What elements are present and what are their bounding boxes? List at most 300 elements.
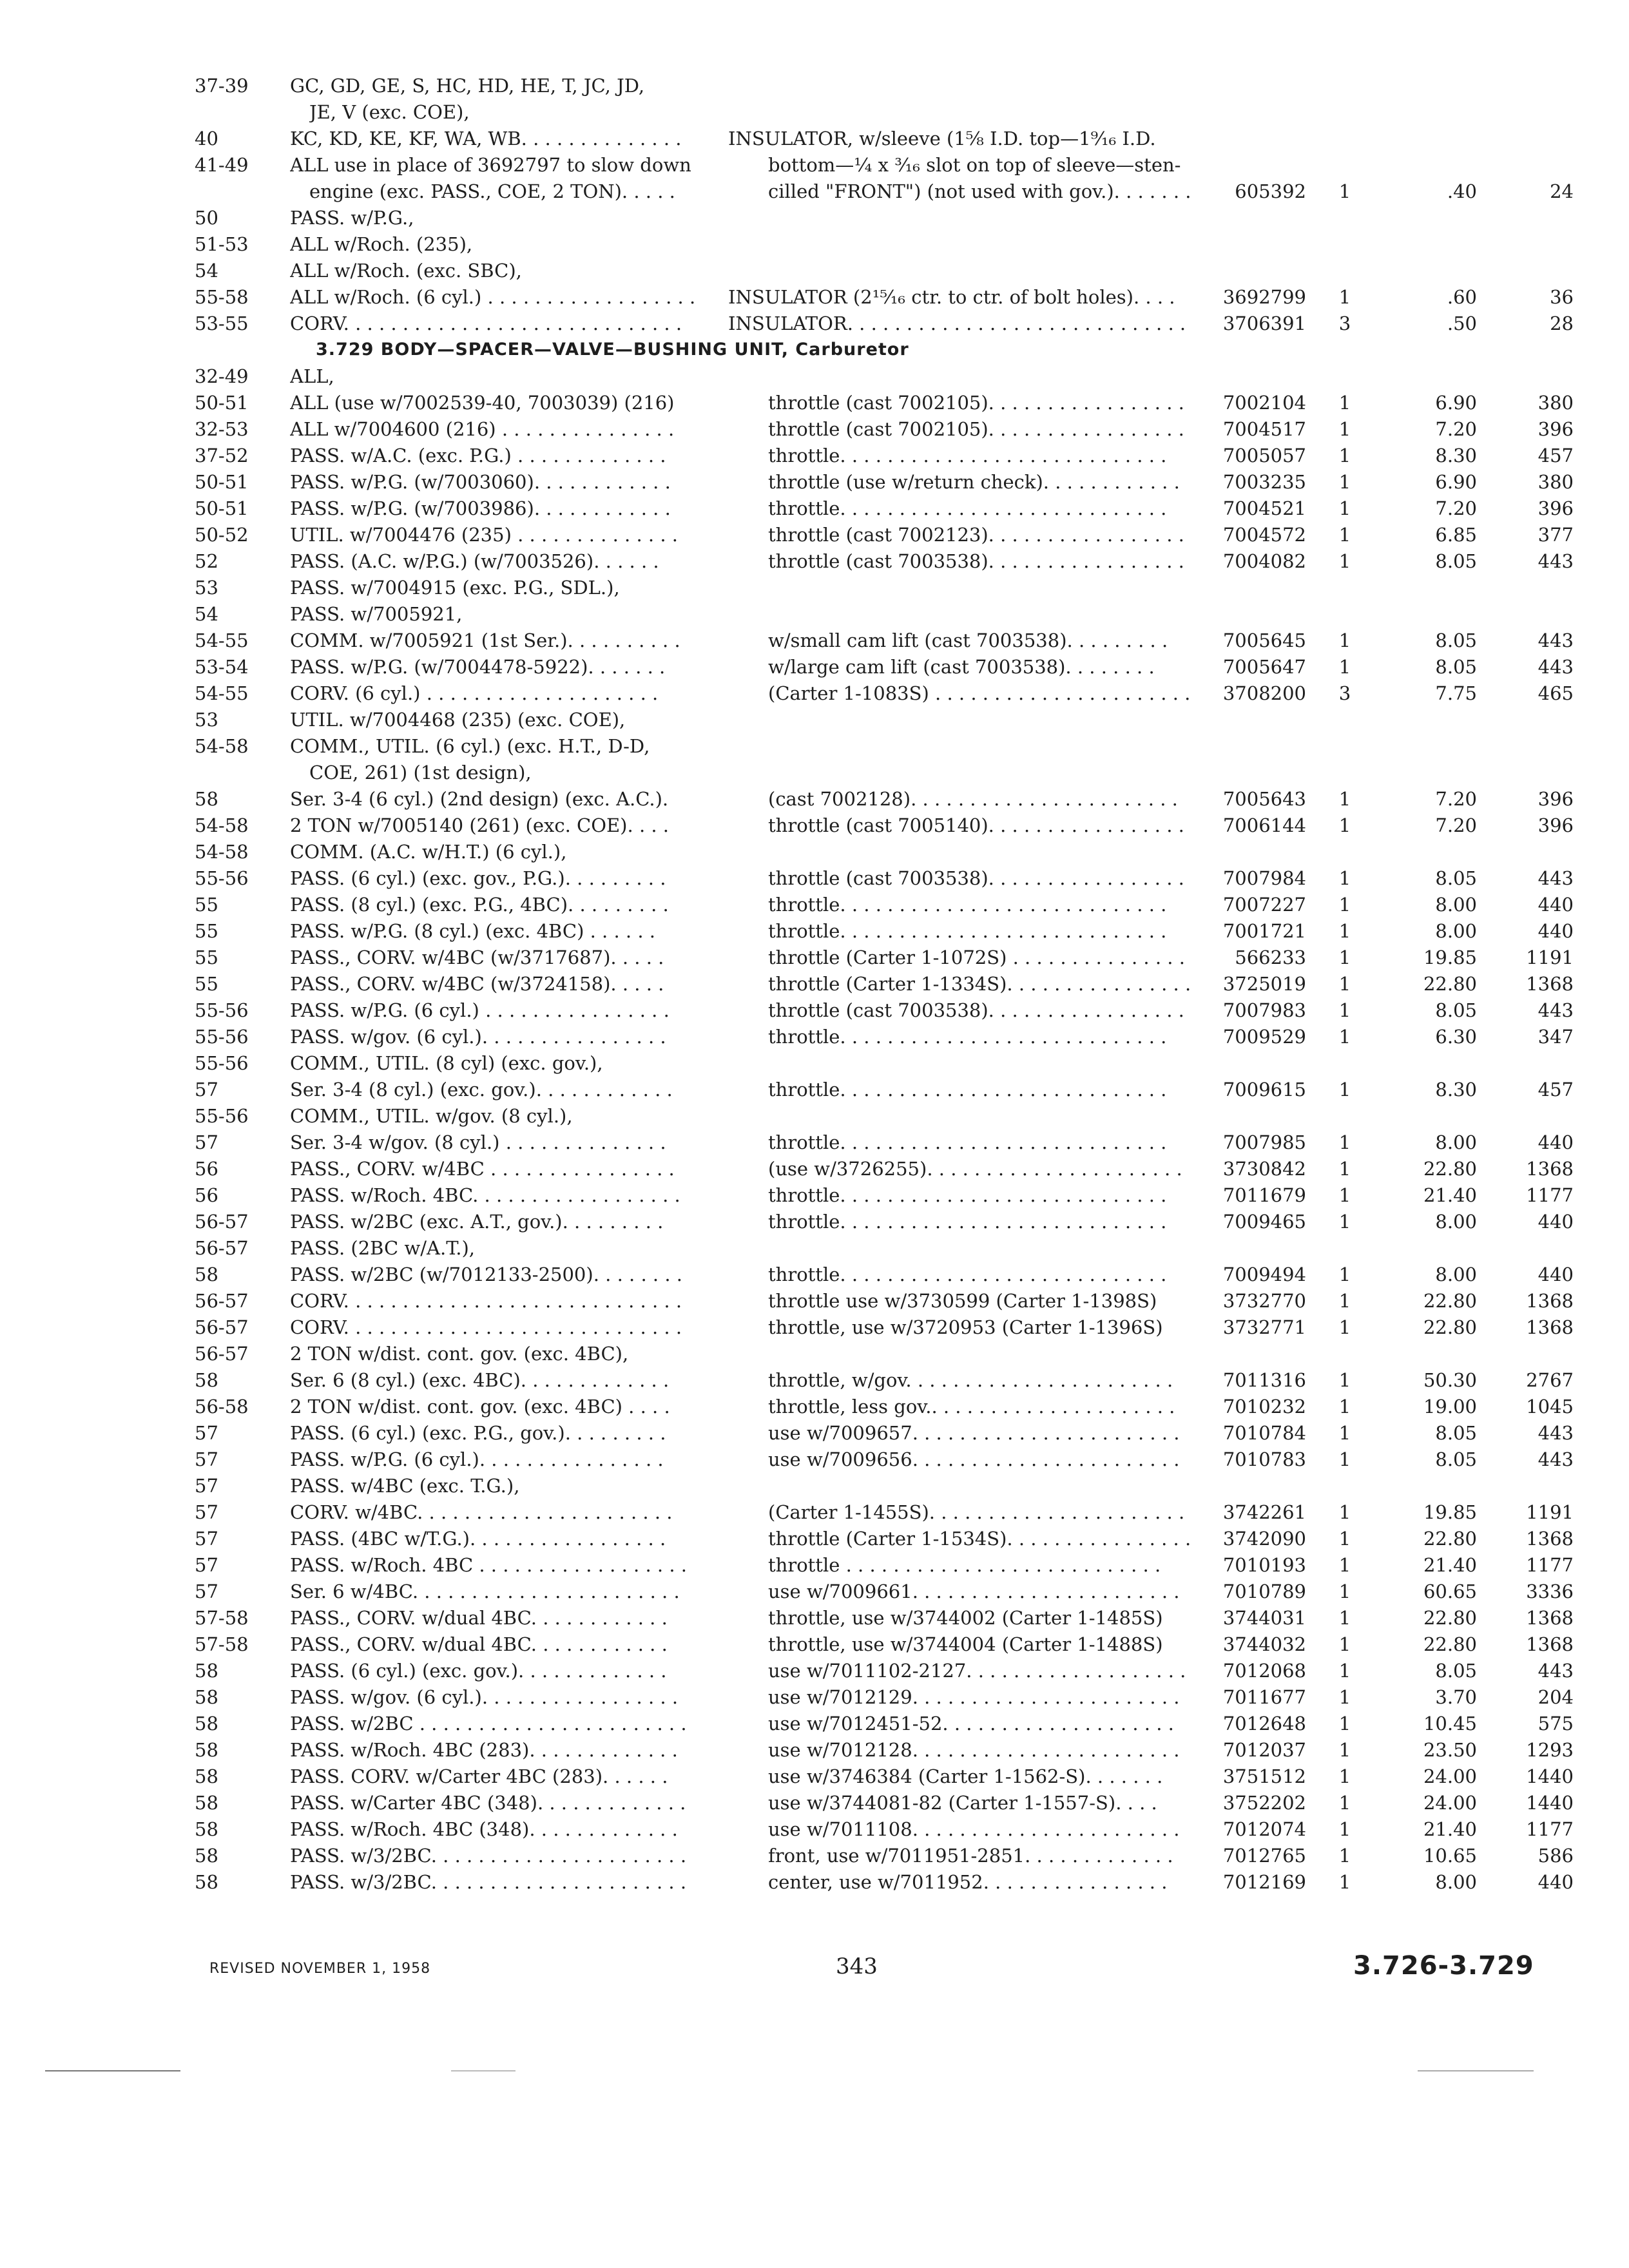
part-number: 7004572 — [1222, 524, 1306, 546]
list-price: .50 — [1447, 312, 1477, 334]
weight-code: 1368 — [1526, 1158, 1574, 1180]
weight-code: 1177 — [1526, 1818, 1574, 1840]
part-number: 7007985 — [1222, 1131, 1306, 1153]
table-row — [195, 178, 1586, 205]
year-range: 50-51 — [195, 497, 249, 519]
model-application: Ser. 3-4 (8 cyl.) (exc. gov.). . . . . . . . . . . . — [290, 1079, 673, 1100]
part-number: 7011677 — [1222, 1686, 1306, 1708]
year-range: 55-58 — [195, 286, 249, 308]
model-application: CORV. . . . . . . . . . . . . . . . . . . . . . . . . . . . . — [290, 312, 682, 334]
scan-artifact-mark — [1418, 2070, 1534, 2071]
table-row — [195, 1393, 1586, 1420]
quantity: 1 — [1338, 1422, 1351, 1444]
model-application: PASS. (4BC w/T.G.). . . . . . . . . . . . . . . . . — [290, 1528, 666, 1550]
weight-code: 347 — [1537, 1026, 1574, 1048]
weight-code: 443 — [1537, 999, 1574, 1021]
list-price: 6.90 — [1435, 392, 1477, 414]
table-row — [195, 785, 1586, 812]
model-application: PASS. w/P.G. (w/7004478-5922). . . . . . . — [290, 656, 666, 678]
part-description: use w/3744081-82 (Carter 1-1557-S). . . . — [768, 1792, 1157, 1814]
weight-code: 586 — [1537, 1845, 1574, 1867]
year-range: 57-58 — [195, 1633, 249, 1655]
model-application: PASS. (6 cyl.) (exc. gov.). . . . . . . . . . . . . — [290, 1660, 667, 1682]
model-application: PASS. (A.C. w/P.G.) (w/7003526). . . . . . — [290, 550, 659, 572]
list-price: 8.05 — [1435, 999, 1477, 1021]
model-application: PASS. (6 cyl.) (exc. gov., P.G.). . . . . . . . . — [290, 867, 666, 889]
model-application: COE, 261) (1st design), — [309, 762, 532, 783]
weight-code: 396 — [1537, 788, 1574, 810]
part-description: INSULATOR, w/sleeve (1⅝ I.D. top—1⁹⁄₁₆ I.D. — [728, 128, 1156, 149]
part-description: throttle (use w/return check). . . . . . . . . . . . — [768, 471, 1180, 493]
part-description: throttle . . . . . . . . . . . . . . . . . . . . . . . . . . . — [768, 1554, 1161, 1576]
table-row — [195, 574, 1586, 601]
list-price: 6.30 — [1435, 1026, 1477, 1048]
year-range: 58 — [195, 1818, 218, 1840]
part-description: w/small cam lift (cast 7003538). . . . . . . . . — [768, 629, 1168, 651]
year-range: 56-57 — [195, 1211, 249, 1233]
part-number: 7004517 — [1222, 418, 1306, 440]
model-application: COMM., UTIL. (8 cyl) (exc. gov.), — [290, 1052, 603, 1074]
year-range: 56-58 — [195, 1396, 249, 1418]
model-application: PASS. (6 cyl.) (exc. P.G., gov.). . . . . . . . . — [290, 1422, 666, 1444]
part-number: 3708200 — [1222, 682, 1306, 704]
part-number: 3751512 — [1222, 1765, 1306, 1787]
model-application: ALL w/Roch. (235), — [290, 233, 473, 255]
year-range: 37-39 — [195, 75, 249, 97]
quantity: 1 — [1338, 1554, 1351, 1576]
list-price: 8.05 — [1435, 656, 1477, 678]
weight-code: 1177 — [1526, 1184, 1574, 1206]
list-price: 10.65 — [1423, 1845, 1477, 1867]
year-range: 53-55 — [195, 312, 249, 334]
model-application: UTIL. w/7004476 (235) . . . . . . . . . . . . . . — [290, 524, 678, 546]
part-description: (Carter 1-1083S) . . . . . . . . . . . . . . . . . . . . . . — [768, 682, 1191, 704]
part-description: throttle. . . . . . . . . . . . . . . . . . . . . . . . . . . . — [768, 497, 1167, 519]
part-description: INSULATOR. . . . . . . . . . . . . . . . . . . . . . . . . . . . . — [728, 312, 1186, 334]
table-row — [195, 812, 1586, 839]
weight-code: 28 — [1550, 312, 1574, 334]
quantity: 1 — [1338, 1871, 1351, 1893]
table-row — [195, 1235, 1586, 1262]
part-description: throttle, use w/3744004 (Carter 1-1488S) — [768, 1633, 1163, 1655]
model-application: COMM. w/7005921 (1st Ser.). . . . . . . . . . — [290, 629, 680, 651]
part-number: 7003235 — [1222, 471, 1306, 493]
table-row — [195, 680, 1586, 707]
weight-code: 1368 — [1526, 1633, 1574, 1655]
weight-code: 440 — [1537, 894, 1574, 916]
quantity: 1 — [1338, 418, 1351, 440]
part-description: throttle, use w/3720953 (Carter 1-1396S) — [768, 1316, 1163, 1338]
table-row — [195, 1419, 1586, 1446]
list-price: .60 — [1447, 286, 1477, 308]
list-price: 8.00 — [1435, 1131, 1477, 1153]
part-description: (use w/3726255). . . . . . . . . . . . . . . . . . . . . . — [768, 1158, 1182, 1180]
model-application: engine (exc. PASS., COE, 2 TON). . . . . — [309, 180, 675, 202]
quantity: 1 — [1338, 999, 1351, 1021]
weight-code: 457 — [1537, 1079, 1574, 1100]
list-price: 19.85 — [1423, 1501, 1477, 1523]
model-application: PASS. (2BC w/A.T.), — [290, 1237, 476, 1259]
model-application: PASS. w/2BC (w/7012133-2500). . . . . . . . — [290, 1264, 682, 1285]
part-number: 3742261 — [1222, 1501, 1306, 1523]
part-description: throttle. . . . . . . . . . . . . . . . . . . . . . . . . . . . — [768, 1131, 1167, 1153]
model-application: ALL w/7004600 (216) . . . . . . . . . . . . . . . — [290, 418, 675, 440]
weight-code: 443 — [1537, 867, 1574, 889]
list-price: 8.00 — [1435, 1264, 1477, 1285]
quantity: 1 — [1338, 1131, 1351, 1153]
table-row — [195, 99, 1586, 126]
model-application: Ser. 3-4 w/gov. (8 cyl.) . . . . . . . . . . . . . . — [290, 1131, 666, 1153]
list-price: 22.80 — [1423, 1607, 1477, 1629]
quantity: 1 — [1338, 1026, 1351, 1048]
quantity: 1 — [1338, 1686, 1351, 1708]
year-range: 57 — [195, 1581, 218, 1602]
weight-code: 396 — [1537, 497, 1574, 519]
list-price: 8.00 — [1435, 1871, 1477, 1893]
year-range: 53 — [195, 709, 218, 731]
model-application: PASS. CORV. w/Carter 4BC (283). . . . . . — [290, 1765, 668, 1787]
part-number: 7005647 — [1222, 656, 1306, 678]
quantity: 1 — [1338, 1211, 1351, 1233]
part-number: 7010232 — [1222, 1396, 1306, 1418]
weight-code: 1368 — [1526, 1528, 1574, 1550]
part-description: throttle (Carter 1-1534S). . . . . . . . . . . . . . . . — [768, 1528, 1191, 1550]
weight-code: 1440 — [1526, 1765, 1574, 1787]
quantity: 1 — [1338, 814, 1351, 836]
list-price: 8.05 — [1435, 1660, 1477, 1682]
part-description: throttle, w/gov. . . . . . . . . . . . . . . . . . . . . . . — [768, 1369, 1173, 1391]
weight-code: 1191 — [1526, 947, 1574, 968]
part-number: 7006144 — [1222, 814, 1306, 836]
part-description: throttle. . . . . . . . . . . . . . . . . . . . . . . . . . . . — [768, 1264, 1167, 1285]
part-description: (cast 7002128). . . . . . . . . . . . . . . . . . . . . . . — [768, 788, 1178, 810]
quantity: 1 — [1338, 1528, 1351, 1550]
year-range: 57 — [195, 1554, 218, 1576]
year-range: 55 — [195, 920, 218, 942]
section-heading-row — [195, 336, 1586, 363]
weight-code: 204 — [1537, 1686, 1574, 1708]
table-row — [195, 838, 1586, 865]
part-description: throttle. . . . . . . . . . . . . . . . . . . . . . . . . . . . — [768, 894, 1167, 916]
part-description: throttle. . . . . . . . . . . . . . . . . . . . . . . . . . . . — [768, 445, 1167, 466]
part-number: 7009465 — [1222, 1211, 1306, 1233]
year-range: 53 — [195, 577, 218, 599]
part-description: use w/7011108. . . . . . . . . . . . . . . . . . . . . . . — [768, 1818, 1180, 1840]
table-row — [195, 1050, 1586, 1077]
quantity: 1 — [1338, 1739, 1351, 1761]
year-range: 56-57 — [195, 1237, 249, 1259]
part-number: 7010193 — [1222, 1554, 1306, 1576]
table-row — [195, 1340, 1586, 1367]
part-description: throttle (cast 7005140). . . . . . . . . . . . . . . . . — [768, 814, 1184, 836]
quantity: 1 — [1338, 629, 1351, 651]
list-price: 8.05 — [1435, 867, 1477, 889]
quantity: 1 — [1338, 973, 1351, 995]
table-row — [195, 1261, 1586, 1288]
part-description: use w/7012451-52. . . . . . . . . . . . . . . . . . . . — [768, 1713, 1174, 1735]
model-application: PASS. w/P.G. (6 cyl.). . . . . . . . . . . . . . . . — [290, 1448, 664, 1470]
list-price: 21.40 — [1423, 1184, 1477, 1206]
table-row — [195, 495, 1586, 522]
model-application: PASS. w/gov. (6 cyl.). . . . . . . . . . . . . . . . — [290, 1026, 666, 1048]
part-description: cilled "FRONT") (not used with gov.). . . . . . . — [768, 180, 1191, 202]
model-application: PASS. w/Roch. 4BC (348). . . . . . . . . . . . . — [290, 1818, 678, 1840]
year-range: 54 — [195, 603, 218, 625]
table-row — [195, 865, 1586, 892]
quantity: 1 — [1338, 1660, 1351, 1682]
list-price: 22.80 — [1423, 1528, 1477, 1550]
year-range: 58 — [195, 1713, 218, 1735]
weight-code: 36 — [1550, 286, 1574, 308]
weight-code: 575 — [1537, 1713, 1574, 1735]
year-range: 58 — [195, 1765, 218, 1787]
table-row — [195, 442, 1586, 469]
year-range: 55-56 — [195, 867, 249, 889]
quantity: 1 — [1338, 524, 1351, 546]
year-range: 56 — [195, 1184, 218, 1206]
year-range: 56-57 — [195, 1343, 249, 1365]
weight-code: 440 — [1537, 1211, 1574, 1233]
table-row — [195, 997, 1586, 1024]
part-number: 3744031 — [1222, 1607, 1306, 1629]
quantity: 1 — [1338, 1633, 1351, 1655]
part-number: 7007227 — [1222, 894, 1306, 916]
model-application: PASS. w/7004915 (exc. P.G., SDL.), — [290, 577, 620, 599]
table-row — [195, 151, 1586, 178]
table-row — [195, 310, 1586, 337]
year-range: 57 — [195, 1131, 218, 1153]
part-description: use w/7012128. . . . . . . . . . . . . . . . . . . . . . . — [768, 1739, 1180, 1761]
table-row — [195, 548, 1586, 575]
year-range: 57 — [195, 1528, 218, 1550]
list-price: 8.05 — [1435, 629, 1477, 651]
table-row — [195, 1552, 1586, 1579]
weight-code: 1177 — [1526, 1554, 1574, 1576]
year-range: 56 — [195, 1158, 218, 1180]
table-row — [195, 759, 1586, 786]
model-application: 2 TON w/dist. cont. gov. (exc. 4BC), — [290, 1343, 629, 1365]
weight-code: 443 — [1537, 1448, 1574, 1470]
part-number: 7001721 — [1222, 920, 1306, 942]
model-application: PASS. w/gov. (6 cyl.). . . . . . . . . . . . . . . . . — [290, 1686, 679, 1708]
weight-code: 380 — [1537, 392, 1574, 414]
list-price: 7.20 — [1435, 418, 1477, 440]
quantity: 1 — [1338, 867, 1351, 889]
year-range: 55-56 — [195, 999, 249, 1021]
list-price: 6.90 — [1435, 471, 1477, 493]
model-application: PASS. w/Roch. 4BC (283). . . . . . . . . . . . . — [290, 1739, 678, 1761]
part-description: throttle, less gov.. . . . . . . . . . . . . . . . . . . . . — [768, 1396, 1175, 1418]
model-application: ALL w/Roch. (exc. SBC), — [290, 260, 522, 282]
model-application: ALL, — [290, 365, 334, 387]
table-row — [195, 1631, 1586, 1658]
part-description: front, use w/7011951-2851. . . . . . . . . . . . . — [768, 1845, 1173, 1867]
model-application: GC, GD, GE, S, HC, HD, HE, T, JC, JD, — [290, 75, 645, 97]
part-number: 7012169 — [1222, 1871, 1306, 1893]
quantity: 1 — [1338, 1396, 1351, 1418]
model-application: PASS. w/2BC . . . . . . . . . . . . . . . . . . . . . . . — [290, 1713, 687, 1735]
weight-code: 443 — [1537, 550, 1574, 572]
model-application: CORV. (6 cyl.) . . . . . . . . . . . . . . . . . . . . — [290, 682, 659, 704]
table-row — [195, 1023, 1586, 1050]
year-range: 54-58 — [195, 841, 249, 863]
part-description: throttle (cast 7003538). . . . . . . . . . . . . . . . . — [768, 867, 1184, 889]
part-number: 7012068 — [1222, 1660, 1306, 1682]
weight-code: 396 — [1537, 814, 1574, 836]
part-number: 3732770 — [1222, 1290, 1306, 1312]
table-row — [195, 1076, 1586, 1103]
table-row — [195, 733, 1586, 760]
table-row — [195, 125, 1586, 152]
table-row — [195, 1155, 1586, 1182]
part-number: 7002104 — [1222, 392, 1306, 414]
model-application: PASS., CORV. w/4BC . . . . . . . . . . . . . . . . — [290, 1158, 675, 1180]
weight-code: 440 — [1537, 1264, 1574, 1285]
table-row — [195, 1499, 1586, 1526]
quantity: 1 — [1338, 1369, 1351, 1391]
table-row — [195, 1287, 1586, 1314]
scan-artifact-mark — [451, 2070, 516, 2071]
part-description: INSULATOR (2¹⁵⁄₁₆ ctr. to ctr. of bolt holes). . . . — [728, 286, 1175, 308]
list-price: 60.65 — [1423, 1581, 1477, 1602]
weight-code: 1368 — [1526, 1316, 1574, 1338]
quantity: 1 — [1338, 1184, 1351, 1206]
year-range: 57 — [195, 1501, 218, 1523]
model-application: COMM., UTIL. w/gov. (8 cyl.), — [290, 1105, 573, 1127]
year-range: 58 — [195, 1686, 218, 1708]
year-range: 58 — [195, 1660, 218, 1682]
weight-code: 1368 — [1526, 1290, 1574, 1312]
year-range: 50 — [195, 207, 218, 229]
year-range: 52 — [195, 550, 218, 572]
list-price: 22.80 — [1423, 1316, 1477, 1338]
table-row — [195, 1446, 1586, 1473]
table-row — [195, 389, 1586, 416]
quantity: 3 — [1338, 312, 1351, 334]
list-price: 6.85 — [1435, 524, 1477, 546]
part-number: 7012648 — [1222, 1713, 1306, 1735]
weight-code: 443 — [1537, 1422, 1574, 1444]
table-row — [195, 1102, 1586, 1129]
weight-code: 380 — [1537, 471, 1574, 493]
weight-code: 1191 — [1526, 1501, 1574, 1523]
year-range: 58 — [195, 1792, 218, 1814]
table-row — [195, 918, 1586, 945]
part-number: 7005645 — [1222, 629, 1306, 651]
part-description: throttle use w/3730599 (Carter 1-1398S) — [768, 1290, 1157, 1312]
model-application: ALL use in place of 3692797 to slow down — [290, 154, 691, 176]
model-application: PASS. w/P.G. (w/7003986). . . . . . . . . . . . — [290, 497, 671, 519]
year-range: 57 — [195, 1079, 218, 1100]
part-number: 7009529 — [1222, 1026, 1306, 1048]
table-row — [195, 1314, 1586, 1341]
year-range: 50-51 — [195, 392, 249, 414]
model-application: CORV. . . . . . . . . . . . . . . . . . . . . . . . . . . . . — [290, 1290, 682, 1312]
list-price: 10.45 — [1423, 1713, 1477, 1735]
part-number: 3706391 — [1222, 312, 1306, 334]
table-row — [195, 72, 1586, 99]
table-row — [195, 1578, 1586, 1605]
list-price: 50.30 — [1423, 1369, 1477, 1391]
model-application: 2 TON w/dist. cont. gov. (exc. 4BC) . . . . — [290, 1396, 670, 1418]
quantity: 1 — [1338, 497, 1351, 519]
list-price: 21.40 — [1423, 1554, 1477, 1576]
year-range: 37-52 — [195, 445, 249, 466]
quantity: 1 — [1338, 894, 1351, 916]
quantity: 1 — [1338, 1713, 1351, 1735]
weight-code: 440 — [1537, 920, 1574, 942]
model-application: PASS. w/2BC (exc. A.T., gov.). . . . . . . . . — [290, 1211, 664, 1233]
part-number: 605392 — [1235, 180, 1306, 202]
part-number: 7012074 — [1222, 1818, 1306, 1840]
list-price: 8.00 — [1435, 1211, 1477, 1233]
weight-code: 443 — [1537, 629, 1574, 651]
quantity: 1 — [1338, 1765, 1351, 1787]
quantity: 1 — [1338, 1845, 1351, 1867]
part-description: use w/7012129. . . . . . . . . . . . . . . . . . . . . . . — [768, 1686, 1180, 1708]
quantity: 1 — [1338, 286, 1351, 308]
model-application: PASS. w/4BC (exc. T.G.), — [290, 1475, 520, 1497]
table-row — [195, 1182, 1586, 1209]
model-application: PASS. w/3/2BC. . . . . . . . . . . . . . . . . . . . . . — [290, 1871, 687, 1893]
list-price: 8.30 — [1435, 445, 1477, 466]
table-row — [195, 891, 1586, 918]
table-row — [195, 653, 1586, 680]
table-row — [195, 231, 1586, 258]
list-price: 24.00 — [1423, 1792, 1477, 1814]
list-price: 22.80 — [1423, 1633, 1477, 1655]
year-range: 40 — [195, 128, 218, 149]
year-range: 58 — [195, 1369, 218, 1391]
weight-code: 1293 — [1526, 1739, 1574, 1761]
part-description: throttle. . . . . . . . . . . . . . . . . . . . . . . . . . . . — [768, 1184, 1167, 1206]
part-number: 7010789 — [1222, 1581, 1306, 1602]
part-number: 7004082 — [1222, 550, 1306, 572]
part-number: 7010784 — [1222, 1422, 1306, 1444]
year-range: 55 — [195, 894, 218, 916]
part-number: 3692799 — [1222, 286, 1306, 308]
year-range: 58 — [195, 788, 218, 810]
revision-date: REVISED NOVEMBER 1, 1958 — [209, 1961, 431, 1977]
part-number: 7009615 — [1222, 1079, 1306, 1100]
quantity: 1 — [1338, 920, 1351, 942]
part-description: throttle. . . . . . . . . . . . . . . . . . . . . . . . . . . . — [768, 1026, 1167, 1048]
weight-code: 1045 — [1526, 1396, 1574, 1418]
year-range: 54-55 — [195, 629, 249, 651]
quantity: 1 — [1338, 550, 1351, 572]
model-application: COMM., UTIL. (6 cyl.) (exc. H.T., D-D, — [290, 735, 650, 757]
weight-code: 1440 — [1526, 1792, 1574, 1814]
table-row — [195, 521, 1586, 548]
quantity: 1 — [1338, 1079, 1351, 1100]
weight-code: 377 — [1537, 524, 1574, 546]
table-row — [195, 1472, 1586, 1499]
part-description: throttle (cast 7003538). . . . . . . . . . . . . . . . . — [768, 999, 1184, 1021]
quantity: 1 — [1338, 788, 1351, 810]
year-range: 55 — [195, 973, 218, 995]
part-number: 3732771 — [1222, 1316, 1306, 1338]
part-description: throttle (Carter 1-1334S). . . . . . . . . . . . . . . . — [768, 973, 1191, 995]
quantity: 1 — [1338, 1316, 1351, 1338]
quantity: 1 — [1338, 1448, 1351, 1470]
year-range: 55 — [195, 947, 218, 968]
list-price: 8.00 — [1435, 920, 1477, 942]
model-application: JE, V (exc. COE), — [309, 101, 470, 123]
table-row — [195, 1842, 1586, 1869]
year-range: 58 — [195, 1871, 218, 1893]
part-number: 3752202 — [1222, 1792, 1306, 1814]
weight-code: 457 — [1537, 445, 1574, 466]
